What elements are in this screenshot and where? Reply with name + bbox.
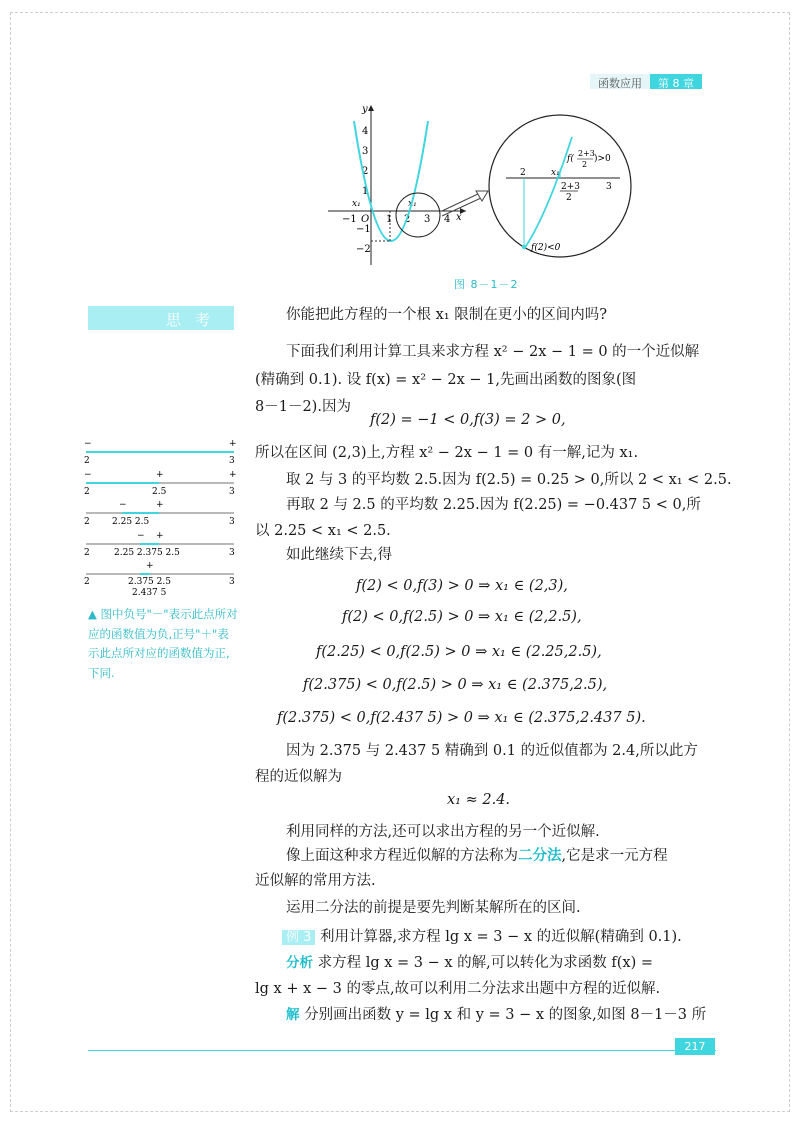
solution <box>286 1005 706 1025</box>
paragraph: (精确到 0.1). 设 f(x) = x² − 2x − 1,先画出函数的图象(图 <box>255 372 637 388</box>
timeline-row <box>84 470 237 497</box>
root-label: x₁ <box>408 199 417 209</box>
paragraph: 因为 2.375 与 2.437 5 精确到 0.1 的近似值都为 2.4,所以此方 <box>286 743 698 759</box>
timeline-mid: 2.25 2.5 <box>112 517 150 527</box>
paragraph: 下面我们利用计算工具来求方程 x² − 2x − 1 = 0 的一个近似解 <box>286 344 700 360</box>
timeline-left: 2 <box>84 548 90 558</box>
plus-sign: + <box>156 470 164 480</box>
y-tick-label: 1 <box>362 186 369 197</box>
timeline-left: 2 <box>84 487 90 497</box>
zoom-source-circle <box>396 193 440 237</box>
think-box <box>88 306 234 330</box>
plus-sign: + <box>229 440 237 449</box>
y-tick-label: 3 <box>362 146 369 157</box>
zoom-top-num: 2+3 <box>578 149 595 158</box>
equation: f(2.375) < 0,f(2.5) > 0 ⇒ x₁ ∈ (2.375,2.5), <box>303 677 608 693</box>
x-axis-label: x <box>456 212 462 223</box>
timeline-left: 2 <box>84 517 90 527</box>
analysis <box>286 953 653 973</box>
header-title: 函数应用 <box>590 74 650 89</box>
timeline-mid: 2.25 2.375 2.5 <box>114 548 180 558</box>
minus-sign: − <box>84 440 92 449</box>
y-axis-label: y <box>362 104 368 115</box>
y-axis-arrow-icon <box>368 105 374 111</box>
x-tick-label: −1 <box>342 214 357 225</box>
figure-caption: 图 8－1－2 <box>454 278 519 291</box>
timeline-left: 2 <box>84 456 90 466</box>
equation: f(2.375) < 0,f(2.437 5) > 0 ⇒ x₁ ∈ (2.375,2.437 5). <box>277 710 646 726</box>
y-tick-label: 4 <box>362 126 369 137</box>
timeline-right: 3 <box>229 487 235 497</box>
paragraph: 所以在区间 (2,3)上,方程 x² − 2x − 1 = 0 有一解,记为 x₁. <box>255 445 639 461</box>
timeline-right: 3 <box>229 548 235 558</box>
timeline-sub: 2.437 5 <box>132 588 167 598</box>
zoom-bottom-label: f(2)<0 <box>531 243 561 253</box>
y-tick-label: −1 <box>356 224 371 235</box>
timeline-row <box>84 531 235 558</box>
plus-sign: + <box>146 561 154 571</box>
solution-text: 分别画出函数 y = lg x 和 y = 3 − x 的图象,如图 8－1－3 所 <box>299 1007 707 1023</box>
origin-label: O <box>361 214 370 225</box>
paragraph: 8－1－2).因为 <box>255 399 351 415</box>
timeline-row <box>84 500 235 527</box>
zoom-label-3: 3 <box>606 182 612 192</box>
timeline-right: 3 <box>229 577 235 587</box>
plus-sign: + <box>156 531 164 541</box>
analysis-tag: 分析 <box>286 955 313 971</box>
point-marker <box>522 245 526 249</box>
timeline-row <box>84 440 237 466</box>
zoom-top-tail: )>0 <box>594 154 611 164</box>
bisection-timeline <box>84 440 240 600</box>
example-text: 利用计算器,求方程 lg x = 3 − x 的近似解(精确到 0.1). <box>315 929 682 945</box>
header-chapter: 第 8 章 <box>650 74 702 89</box>
x-tick-label: 4 <box>444 214 451 225</box>
paragraph: 取 2 与 3 的平均数 2.5.因为 f(2.5) = 0.25 > 0,所以 2 < x₁ < 2.5. <box>286 472 732 488</box>
timeline-mid: 2.5 <box>152 487 167 497</box>
analysis-text: 求方程 lg x = 3 − x 的解,可以转化为求函数 f(x) = <box>313 955 654 971</box>
plus-sign: + <box>229 470 237 480</box>
paragraph: lg x + x − 3 的零点,故可以利用二分法求出题中方程的近似解. <box>255 981 661 997</box>
x-tick-label: 1 <box>386 214 393 225</box>
minus-sign: − <box>137 531 145 541</box>
equation: f(2.25) < 0,f(2.5) > 0 ⇒ x₁ ∈ (2.25,2.5), <box>316 644 602 660</box>
zoom-top-label: f( <box>567 154 574 164</box>
zoom-top-den: 2 <box>582 160 588 169</box>
equation: f(2) < 0,f(2.5) > 0 ⇒ x₁ ∈ (2,2.5), <box>342 609 582 625</box>
text-run: ,它是求一元方程 <box>561 848 668 864</box>
minus-sign: − <box>84 470 92 480</box>
zoom-mid-den: 2 <box>566 193 572 203</box>
zoom-curve <box>524 137 572 249</box>
figure-8-1-2 <box>324 99 634 271</box>
paragraph: 再取 2 与 2.5 的平均数 2.25.因为 f(2.25) = −0.437 5 < 0,所 <box>286 497 701 513</box>
minus-sign: − <box>119 500 127 510</box>
timeline-left: 2 <box>84 577 90 587</box>
paragraph: 以 2.25 < x₁ < 2.5. <box>255 523 391 539</box>
root-label: x₁ <box>352 199 361 209</box>
equation: f(2) = −1 < 0,f(3) = 2 > 0, <box>370 412 566 428</box>
paragraph: 程的近似解为 <box>255 769 342 785</box>
timeline-row <box>84 561 235 598</box>
timeline-right: 3 <box>229 456 235 466</box>
term-bisection: 二分法 <box>518 848 562 864</box>
sidebar-note: ▲ 图中负号"－"表示此点所对应的函数值为负,正号"＋"表示此点所对应的函数值为正,下同. <box>88 607 238 680</box>
y-tick-label: 2 <box>362 166 369 177</box>
y-tick-label: −2 <box>356 244 371 255</box>
example <box>282 927 682 948</box>
paragraph: 如此继续下去,得 <box>286 547 393 563</box>
zoom-mid-num: 2+3 <box>561 182 580 192</box>
paragraph <box>286 846 668 866</box>
timeline-mid: 2.375 2.5 <box>128 577 171 587</box>
page-number: 217 <box>675 1038 715 1055</box>
plus-sign: + <box>156 500 164 510</box>
paragraph: 近似解的常用方法. <box>255 873 376 889</box>
timeline-right: 3 <box>229 517 235 527</box>
paragraph: 利用同样的方法,还可以求出方程的另一个近似解. <box>286 824 600 840</box>
equation: x₁ ≈ 2.4. <box>447 792 511 808</box>
footer-rule <box>88 1050 716 1051</box>
running-header <box>590 74 702 89</box>
x-tick-label: 3 <box>424 214 431 225</box>
solution-tag: 解 <box>286 1007 300 1023</box>
zoom-label-x1: x₁ <box>551 168 560 178</box>
x-tick-label: 2 <box>404 214 411 225</box>
zoom-arrow <box>442 193 480 211</box>
equation: f(2) < 0,f(3) > 0 ⇒ x₁ ∈ (2,3), <box>356 578 568 594</box>
zoom-label-2: 2 <box>520 168 526 178</box>
think-label: 思考 <box>166 311 225 329</box>
paragraph: 运用二分法的前提是要先判断某解所在的区间. <box>286 900 581 916</box>
example-tag: 例 3 <box>282 930 315 945</box>
question: 你能把此方程的一个根 x₁ 限制在更小的区间内吗? <box>286 307 607 323</box>
text-run: 像上面这种求方程近似解的方法称为 <box>286 848 518 864</box>
